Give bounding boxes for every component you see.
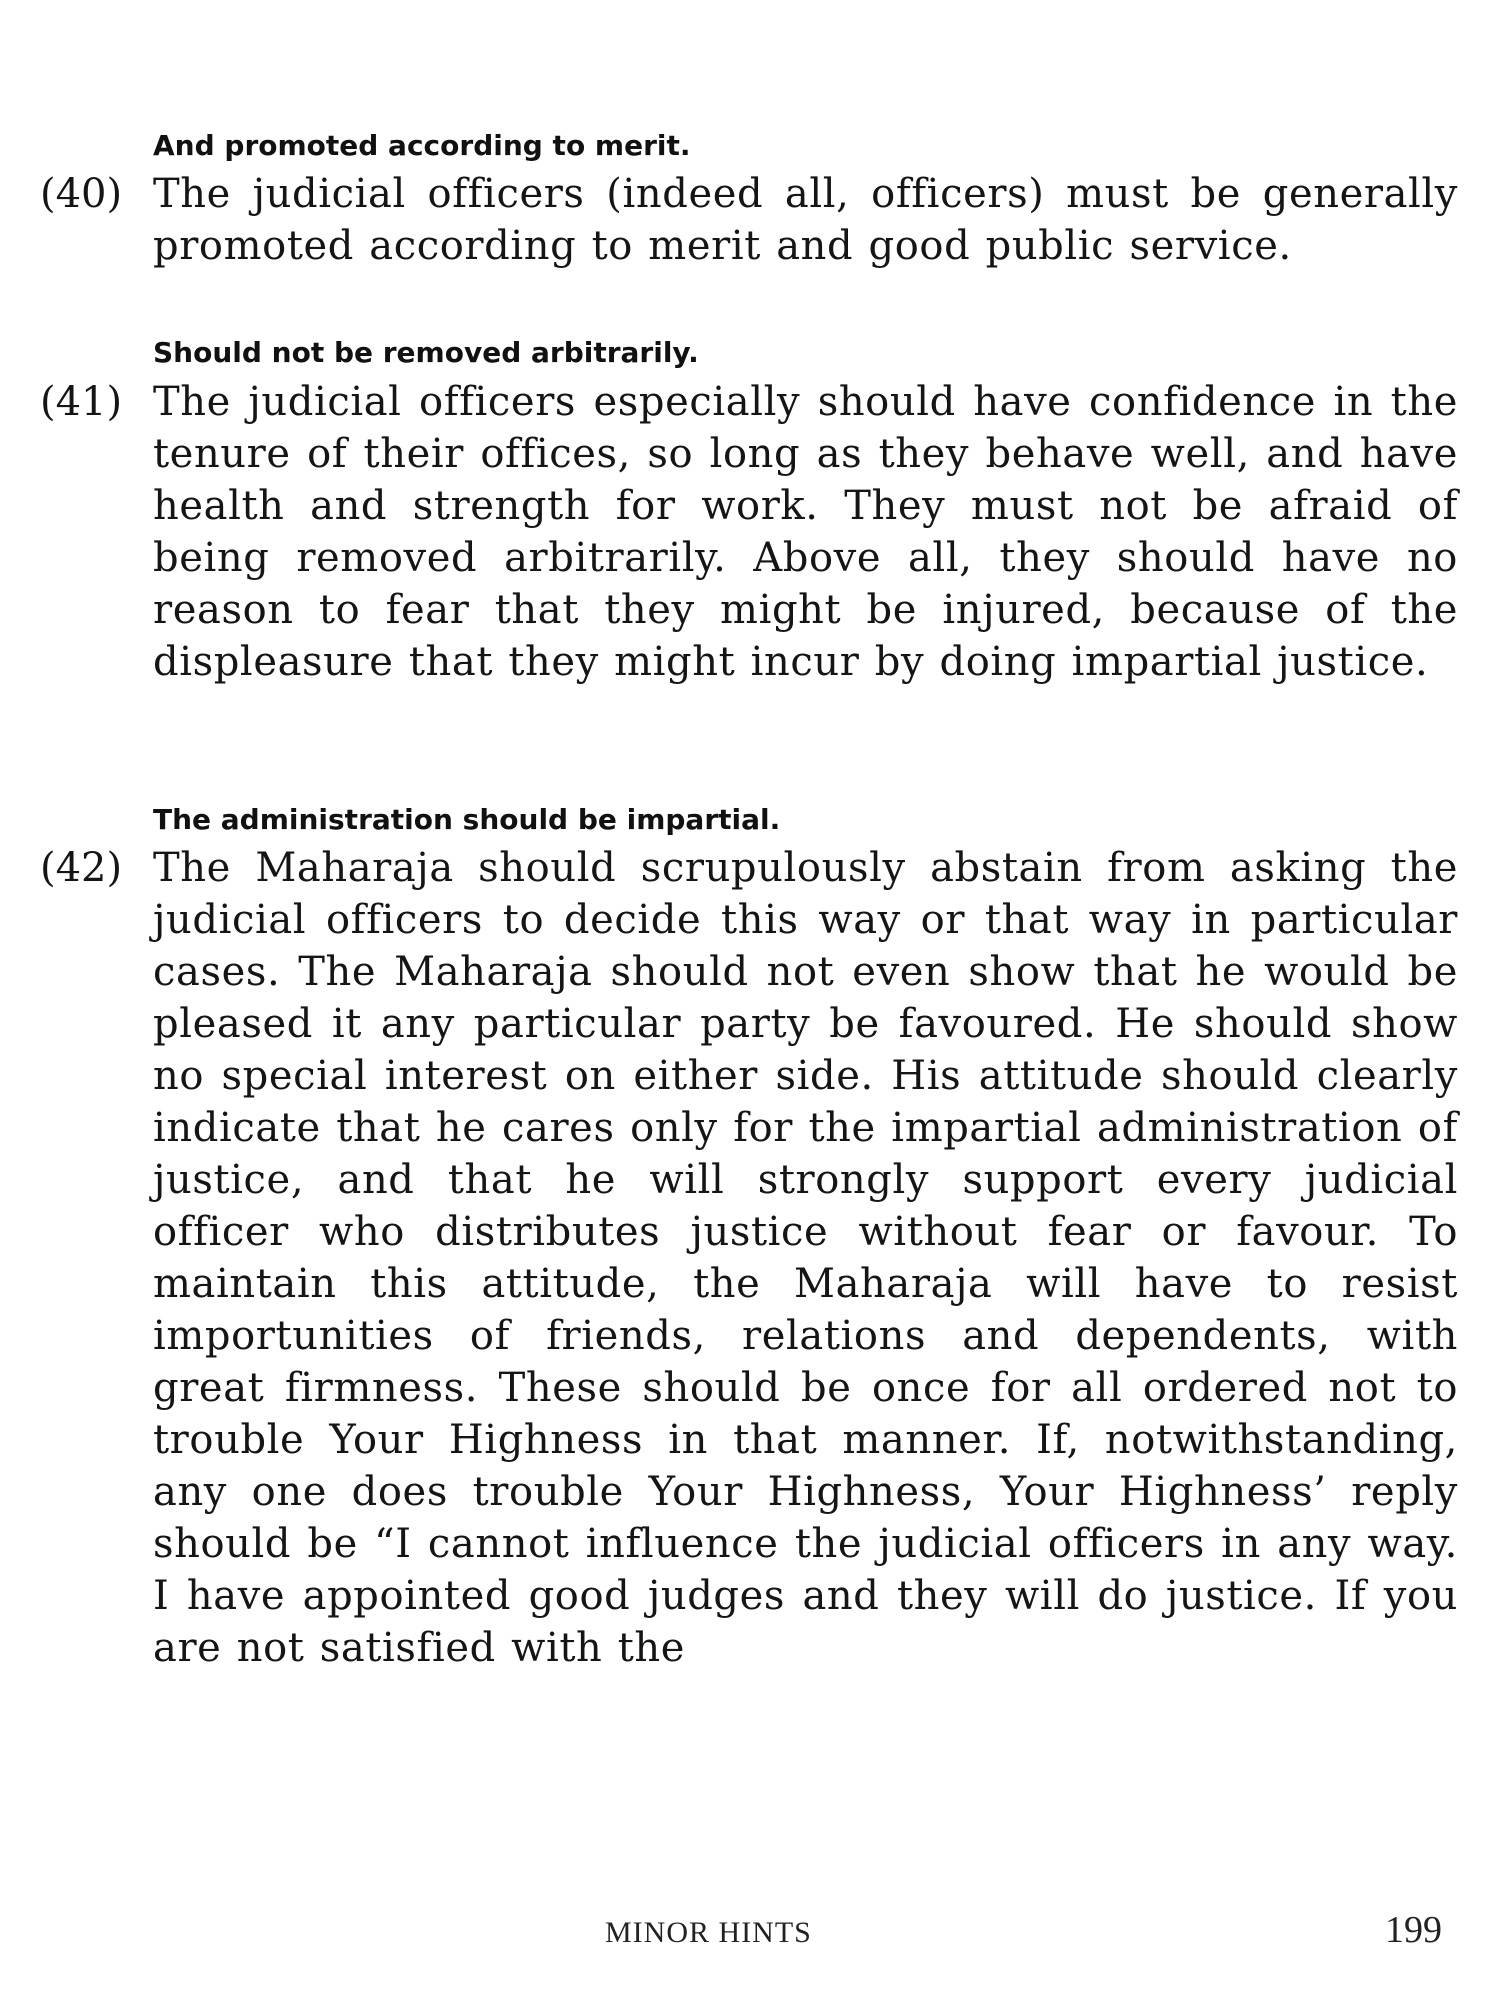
paragraph-number-40: (40) — [40, 171, 123, 217]
paragraph-text-42: The Maharaja should scrupulously abstain from asking the judicial officers to decide this way or that way in particular cases. The Maharaja should not even show that he would be pleased it any particular party be favoured. He should show no special interest on either side. His attitude should clearly indicate that he cares only for the impartial administration of justice, and that he will strongly support every judicial officer who distributes justice without fear or favour. To maintain this attitude, the Maharaja will have to resist importunities of friends, relations and dependents, with great firmness. These should be once for all ordered not to trouble Your Highness in that manner. If, notwithstanding, any one does trouble Your Highness, Your Highness’ reply should be “I cannot influence the judicial officers in any way. I have appointed good judges and they will do justice. If you are not satisfied with the — [153, 845, 1458, 1671]
paragraph-number-41: (41) — [40, 379, 123, 425]
section-heading-40: And promoted according to merit. — [153, 129, 691, 162]
paragraph-text-40: The judicial officers (indeed all, officers) must be generally promoted according to merit and good public service. — [153, 171, 1458, 269]
running-footer-title: MINOR HINTS — [605, 1916, 812, 1949]
section-heading-41: Should not be removed arbitrarily. — [153, 336, 699, 369]
paragraph-text-41: The judicial officers especially should have confidence in the tenure of their offices, so long as they behave well, and have health and strength for work. They must not be afraid of being removed arbitrarily. Above all, they should have no reason to fear that they might be injured, because of the displeasure that they might incur by doing impartial justice. — [153, 379, 1458, 685]
page-number: 199 — [1385, 1909, 1442, 1951]
section-heading-42: The administration should be impartial. — [153, 803, 781, 836]
paragraph-number-42: (42) — [40, 845, 123, 891]
